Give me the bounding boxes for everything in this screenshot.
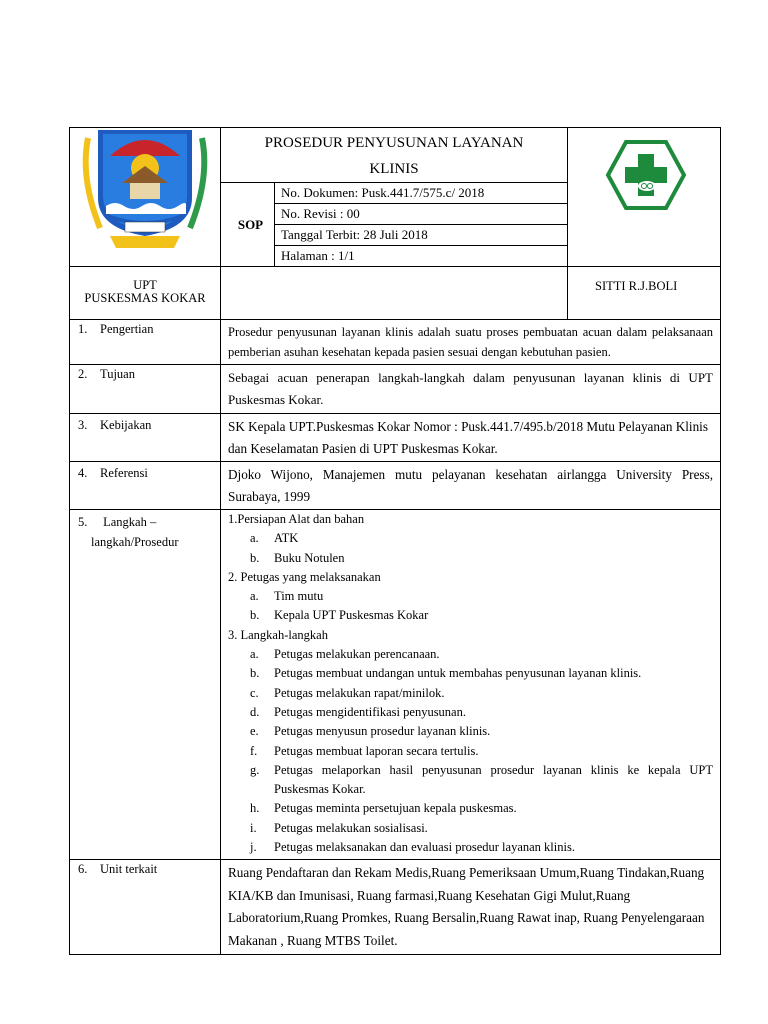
regional-emblem-icon [70, 128, 221, 258]
tujuan-text: Sebagai acuan penerapan langkah-langkah dalam penyusunan layanan klinis di UPT Puskesmas Kokar. [221, 365, 721, 414]
list-item: g. Petugas melaporkan hasil penyusunan prosedur layanan klinis ke kepala UPT Puskesmas Kokar. [250, 762, 713, 797]
referensi-text: Djoko Wijono, Manajemen mutu pelayanan kesehatan airlangga University Press, Surabaya, 1999 [221, 462, 721, 510]
sop-table [69, 127, 721, 955]
puskesmas-cross-icon [568, 128, 721, 258]
list-item: d. Petugas mengidentifikasi penyusunan. [250, 704, 466, 719]
title-line-1: PROSEDUR PENYUSUNAN LAYANAN [264, 135, 524, 151]
row-label-text: Pengertian [100, 322, 154, 336]
signature-area [221, 267, 568, 320]
row-label-referensi [70, 462, 221, 510]
signer-name: SITTI R.J.BOLI [568, 267, 721, 320]
row-label-text: Referensi [100, 466, 148, 480]
row-number: 1. [78, 322, 88, 336]
row-label-text: Tujuan [100, 367, 135, 381]
page-count: Halaman : 1/1 [275, 246, 568, 267]
list-item: a. ATK [250, 531, 299, 546]
regional-logo-cell [70, 128, 221, 267]
document-title [221, 128, 568, 183]
row-number: 3. [78, 418, 88, 432]
list-item: c. Petugas melakukan rapat/minilok. [250, 685, 445, 700]
doc-number: No. Dokumen: Pusk.441.7/575.c/ 2018 [275, 183, 568, 204]
row-label-langkah [70, 510, 221, 860]
pengertian-text: Prosedur penyusunan layanan klinis adalah suatu proses pembuatan acuan dalam pelaksanaan pemberian asuhan kesehatan kepada pasien sesuai dengan kebutuhan pasien. [221, 320, 721, 365]
row-number: 5. [78, 515, 88, 529]
list-item: j. Petugas melaksanakan dan evaluasi prosedur layanan klinis. [250, 840, 575, 855]
unit-line-1: UPT [133, 278, 157, 292]
row-label-kebijakan [70, 414, 221, 462]
section-heading: 3. Langkah-langkah [228, 627, 328, 642]
row-number: 2. [78, 367, 88, 381]
issue-date: Tanggal Terbit: 28 Juli 2018 [275, 225, 568, 246]
sop-label: SOP [221, 183, 275, 267]
row-number: 6. [78, 862, 88, 877]
title-line-2: KLINIS [369, 161, 419, 177]
list-item: i. Petugas melakukan sosialisasi. [250, 820, 428, 835]
row-label-text: Unit terkait [100, 862, 158, 877]
list-item: b. Buku Notulen [250, 550, 345, 565]
list-item: b. Kepala UPT Puskesmas Kokar [250, 608, 429, 623]
list-item: a. Petugas melakukan perencanaan. [250, 647, 440, 662]
section-heading: 1.Persiapan Alat dan bahan [228, 512, 365, 526]
row-label-pengertian [70, 320, 221, 365]
unit-line-2: PUSKESMAS KOKAR [84, 291, 206, 305]
list-item: b. Petugas membuat undangan untuk membahas penyusunan layanan klinis. [250, 666, 642, 681]
langkah-content [221, 510, 721, 860]
list-item: h. Petugas meminta persetujuan kepala puskesmas. [250, 801, 517, 816]
section-heading: 2. Petugas yang melaksanakan [228, 569, 381, 584]
row-label-text: Langkah – [103, 515, 157, 529]
list-item: a. Tim mutu [250, 589, 324, 604]
row-label-text-2: langkah/Prosedur [91, 535, 179, 549]
puskesmas-logo-cell [568, 128, 721, 267]
revision-number: No. Revisi : 00 [275, 204, 568, 225]
list-item: e. Petugas menyusun prosedur layanan klinis. [250, 724, 491, 739]
list-item: f. Petugas membuat laporan secara tertulis. [250, 743, 479, 758]
row-label-text: Kebijakan [100, 418, 152, 432]
row-label-unit-terkait [70, 860, 221, 955]
kebijakan-text: SK Kepala UPT.Puskesmas Kokar Nomor : Pusk.441.7/495.b/2018 Mutu Pelayanan Klinis dan Keselamatan Pasien di UPT Puskesmas Kokar. [221, 414, 721, 462]
row-number: 4. [78, 466, 88, 480]
row-label-tujuan [70, 365, 221, 414]
unit-terkait-text: Ruang Pendaftaran dan Rekam Medis,Ruang Pemeriksaan Umum,Ruang Tindakan,Ruang KIA/KB dan Imunisasi, Ruang farmasi,Ruang Kesehatan Gigi Mulut,Ruang Laboratorium,Ruang Promkes, Ruang Bersalin,Ruang Rawat inap, Ruang Penyelengaraan Makanan , Ruang MTBS Toilet. [221, 860, 721, 955]
unit-name-cell [70, 267, 221, 320]
